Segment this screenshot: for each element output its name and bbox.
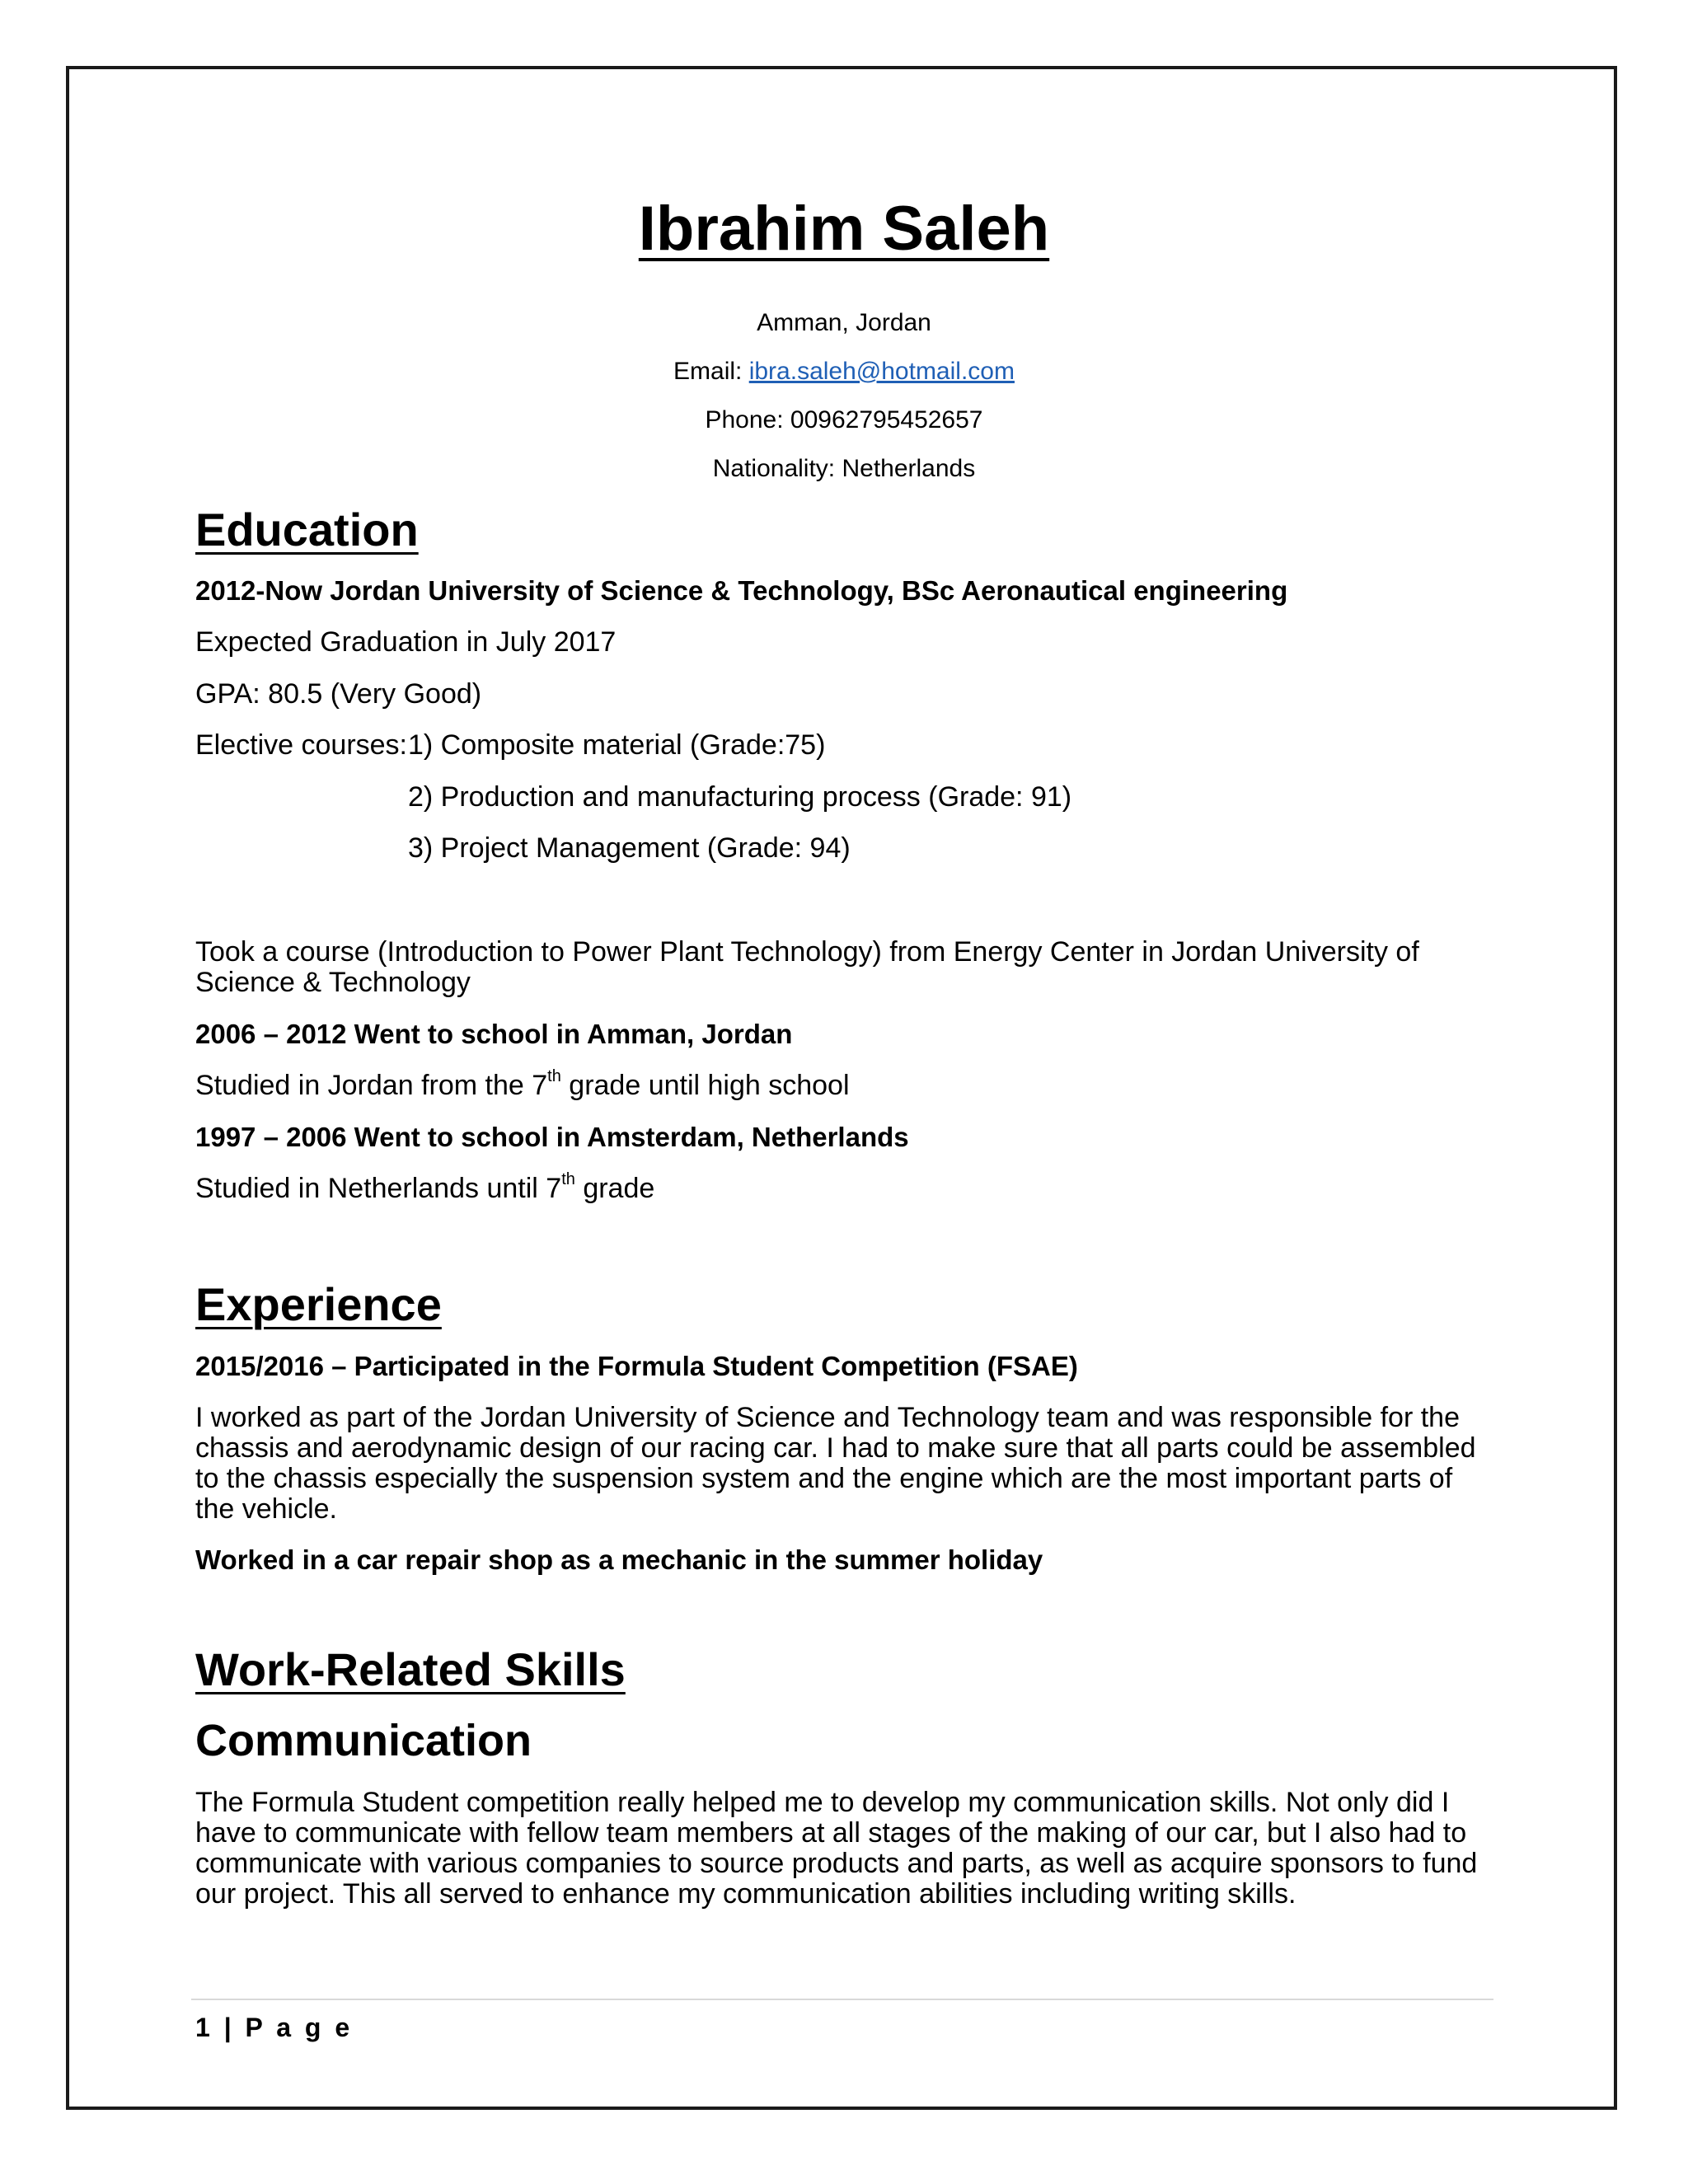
phone: Phone: 00962795452657 (705, 406, 983, 434)
email-line (0, 359, 1688, 384)
education-entry-title: 2012-Now Jordan University of Science & Technology, BSc Aeronautical engineering (195, 575, 1288, 606)
location: Amman, Jordan (757, 309, 931, 336)
elective-label: Elective courses: (195, 729, 407, 761)
education-entry-text: Studied in Jordan from the 7th grade until high school (195, 1067, 850, 1101)
footer-divider (191, 1999, 1493, 2000)
experience-entry-title: 2015/2016 – Participated in the Formula Student Competition (FSAE) (195, 1351, 1078, 1381)
experience-entry-title: Worked in a car repair shop as a mechanic in the summer holiday (195, 1544, 1043, 1575)
email-link[interactable]: ibra.saleh@hotmail.com (748, 358, 1015, 385)
name-text: Ibrahim Saleh (638, 194, 1050, 264)
skills-subheading: Communication (195, 1716, 532, 1765)
email-label: Email: (673, 358, 749, 385)
course-note: Took a course (Introduction to Power Plant Technology) from Energy Center in Jordan University of Science & Technology (195, 936, 1419, 998)
elective-course: 1) Composite material (Grade:75) (408, 729, 826, 761)
education-entry-text: Studied in Netherlands until 7th grade (195, 1170, 655, 1204)
graduation-text: Expected Graduation in July 2017 (195, 626, 617, 658)
experience-entry-text: I worked as part of the Jordan University of Science and Technology team and was responsible for the chassis and aerodynamic design of our racing car. I had to make sure that all parts could be assembled to the chassis especially the suspension system and the engine which are the most important parts of the vehicle. (195, 1402, 1476, 1525)
page-number: 1 | P a g e (195, 2013, 354, 2042)
elective-course: 2) Production and manufacturing process (Grade: 91) (408, 781, 1072, 813)
nationality: Nationality: Netherlands (712, 455, 976, 482)
skills-heading: Work-Related Skills (195, 1643, 626, 1695)
education-heading: Education (195, 504, 419, 555)
education-entry-title: 1997 – 2006 Went to school in Amsterdam, Netherlands (195, 1122, 909, 1152)
experience-heading: Experience (195, 1278, 442, 1330)
gpa-text: GPA: 80.5 (Very Good) (195, 678, 482, 710)
elective-course: 3) Project Management (Grade: 94) (408, 832, 851, 864)
education-entry-title: 2006 – 2012 Went to school in Amman, Jordan (195, 1019, 793, 1049)
resume-name (0, 194, 1688, 264)
skills-text: The Formula Student competition really helped me to develop my communication skills. Not only did I have to communicate with fellow team members at all stages of the making of our car, but I also had to communicate with various companies to source products and parts, as well as acquire sponsors to fund our project. This all served to enhance my communication abilities including writing skills. (195, 1787, 1478, 1910)
